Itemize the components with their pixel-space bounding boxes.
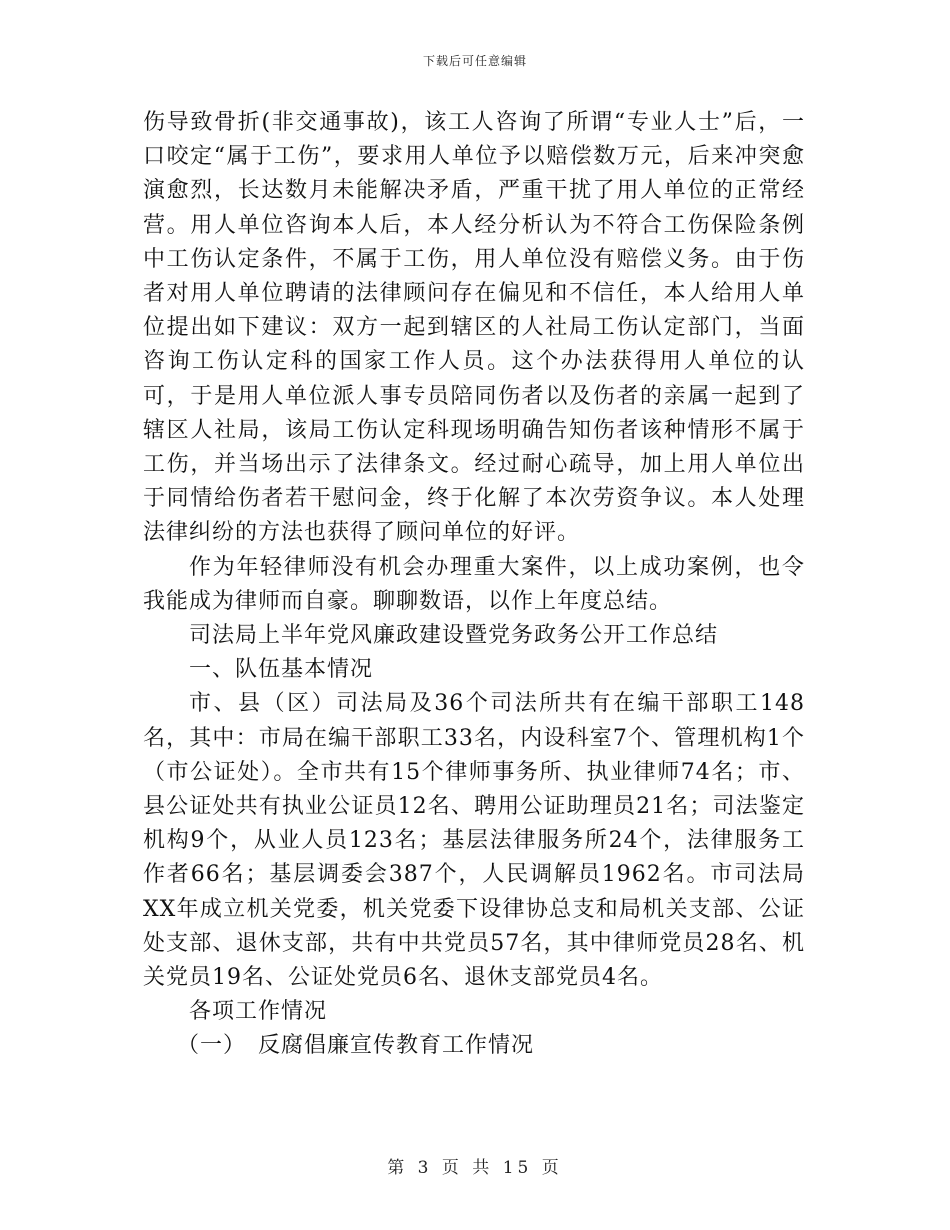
section-title: 司法局上半年党风廉政建设暨党务政务公开工作总结 xyxy=(189,623,719,649)
heading-team-basics: 一、队伍基本情况 xyxy=(189,657,374,683)
paragraph-case-continuation: 伤导致骨折(非交通事故)，该工人咨询了所谓“专业人士”后，一口咬定“属于工伤”，要求用人单位予以赔偿数万元，后来冲突愈演愈烈，长达数月未能解决矛盾，严重干扰了用人单位的正常经营。用人单位咨询本人后，本人经分析认为不符合工伤保险条例中工伤认定条件，不属于工伤，用人单位没有赔偿义务。由于伤者对用人单位聘请的法律顾问存在偏见和不信任，本人给用人单位提出如下建议：双方一起到辖区的人社局工伤认定部门，当面咨询工伤认定科的国家工作人员。这个办法获得用人单位的认可，于是用人单位派人事专员陪同伤者以及伤者的亲属一起到了辖区人社局，该局工伤认定科现场明确告知伤者该种情形不属于工伤，并当场出示了法律条文。经过耐心疏导，加上用人单位出于同情给伤者若干慰问金，终于化解了本次劳资争议。本人处理法律纠纷的方法也获得了顾问单位的好评。 xyxy=(143,110,805,546)
subheading-anticorruption-education: （一） 反腐倡廉宣传教育工作情况 xyxy=(177,1033,535,1059)
page-number: 第 3 页 共 15 页 xyxy=(387,1158,563,1178)
page-header-note: 下载后可任意编辑 xyxy=(422,54,527,68)
heading-work-status: 各项工作情况 xyxy=(189,999,328,1025)
paragraph-team-statistics: 市、县（区）司法局及36个司法所共有在编干部职工148名，其中：市局在编干部职工33名，内设科室7个、管理机构1个（市公证处）。全市共有15个律师事务所、执业律师74名；市、县公证处共有执业公证员12名、聘用公证助理员21名；司法鉴定机构9个，从业人员123名；基层法律服务所24个，法律服务工作者66名；基层调委会387个，人民调解员1962名。市司法局XX年成立机关党委，机关党委下设律协总支和局机关支部、公证处支部、退休支部，共有中共党员57名，其中律师党员28名、机关党员19名、公证处党员6名、退休支部党员4名。 xyxy=(143,691,805,991)
document-body xyxy=(143,106,805,1064)
paragraph-conclusion: 作为年轻律师没有机会办理重大案件，以上成功案例，也令我能成为律师而自豪。聊聊数语，以作上年度总结。 xyxy=(143,554,805,614)
